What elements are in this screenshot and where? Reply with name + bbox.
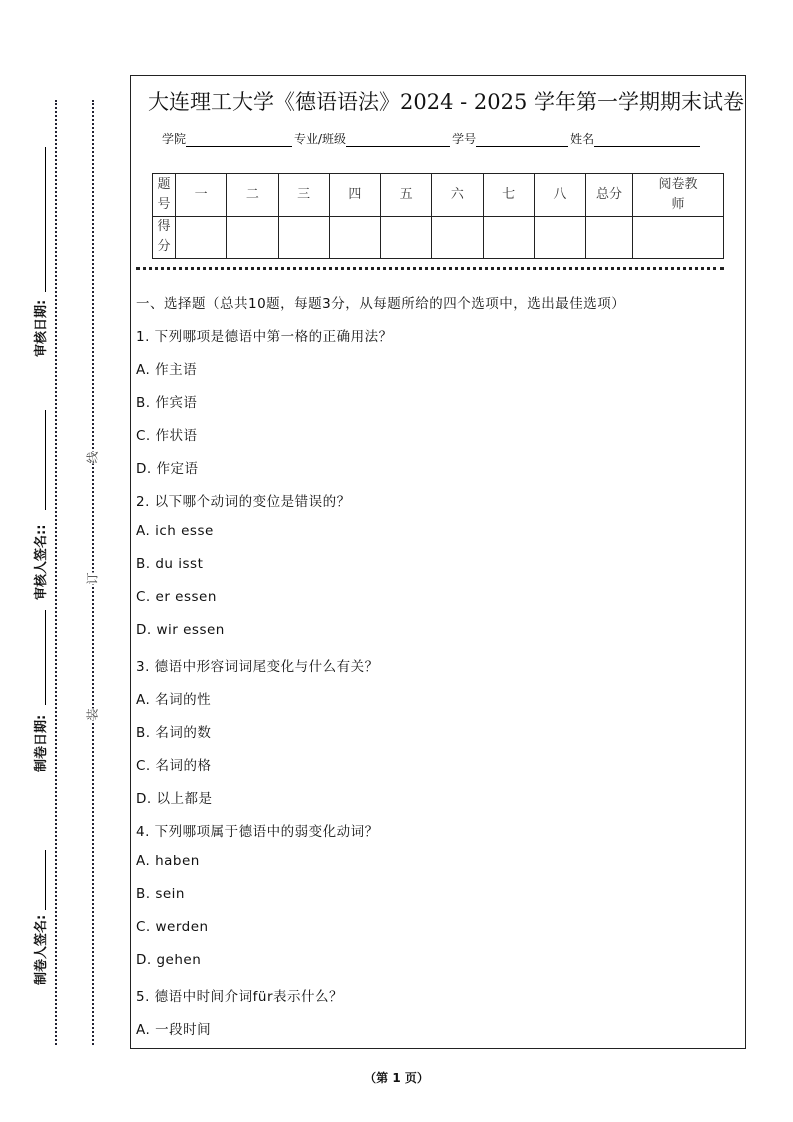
answer-option: D. 以上都是 (136, 791, 213, 807)
score-cell[interactable] (586, 216, 633, 259)
answer-option: B. sein (136, 886, 185, 902)
answer-option: B. du isst (136, 556, 204, 572)
binding-margin (30, 90, 50, 1050)
binding-mark-xian: 线 (85, 451, 100, 464)
answer-option: A. 一段时间 (136, 1022, 212, 1038)
col-header: 总分 (586, 174, 633, 217)
exam-title: 大连理工大学《德语语法》2024 - 2025 学年第一学期期末试卷 (148, 90, 745, 114)
question-stem: 3. 德语中形容词词尾变化与什么有关？ (136, 659, 379, 675)
score-cell[interactable] (432, 216, 483, 259)
answer-option: B. 作宾语 (136, 395, 198, 411)
score-cell[interactable] (176, 216, 227, 259)
answer-option: D. gehen (136, 952, 202, 968)
header-label-cell: 题号 (153, 174, 176, 217)
review-date-line (45, 147, 46, 292)
answer-option: C. 作状语 (136, 428, 198, 444)
answer-option: B. 名词的数 (136, 725, 212, 741)
score-cell[interactable] (329, 216, 380, 259)
answer-option: A. haben (136, 853, 200, 869)
col-header: 八 (534, 174, 585, 217)
reviewer-signature-label: 审核人签名:: (34, 524, 49, 600)
col-header: 阅卷教师 (633, 174, 724, 217)
section-heading: 一、选择题（总共10题，每题3分，从每题所给的四个选项中，选出最佳选项） (136, 296, 626, 312)
col-header: 二 (227, 174, 278, 217)
answer-option: C. 名词的格 (136, 758, 212, 774)
col-header: 三 (278, 174, 329, 217)
name-field[interactable] (594, 132, 700, 147)
col-header: 四 (329, 174, 380, 217)
maker-signature-label: 制卷人签名: (34, 914, 49, 985)
score-cell[interactable] (633, 216, 724, 259)
maker-signature-line (45, 850, 46, 910)
college-field[interactable] (186, 132, 292, 147)
question-stem: 4. 下列哪项属于德语中的弱变化动词？ (136, 824, 379, 840)
dotted-separator (136, 267, 724, 270)
student-id-field[interactable] (476, 132, 568, 147)
col-header: 一 (176, 174, 227, 217)
name-label: 姓名 (570, 132, 595, 146)
score-label-cell: 得分 (153, 216, 176, 259)
answer-option: C. er essen (136, 589, 217, 605)
student-info (162, 130, 702, 147)
score-cell[interactable] (381, 216, 432, 259)
score-cell[interactable] (227, 216, 278, 259)
score-table-score-row (153, 216, 724, 259)
score-cell[interactable] (483, 216, 534, 259)
question-stem: 1. 下列哪项是德语中第一格的正确用法？ (136, 329, 393, 345)
answer-option: D. wir essen (136, 622, 225, 638)
score-cell[interactable] (278, 216, 329, 259)
score-cell[interactable] (534, 216, 585, 259)
answer-option: A. ich esse (136, 523, 214, 539)
make-date-line (45, 610, 46, 705)
make-date-label: 制卷日期: (34, 714, 49, 772)
page-footer: （第 1 页） (364, 1071, 429, 1085)
student-id-label: 学号 (452, 132, 477, 146)
col-header: 五 (381, 174, 432, 217)
binding-mark-ding: 订 (85, 572, 100, 585)
binding-mark-zhuang: 装 (85, 708, 100, 721)
score-table-header-row (153, 174, 724, 217)
major-class-field[interactable] (346, 132, 450, 147)
college-label: 学院 (162, 132, 187, 146)
question-stem: 5. 德语中时间介词für表示什么？ (136, 989, 344, 1005)
review-date-label: 审核日期: (34, 299, 49, 357)
score-table (152, 173, 724, 259)
major-class-label: 专业/班级 (294, 132, 347, 146)
col-header: 七 (483, 174, 534, 217)
answer-option: C. werden (136, 919, 209, 935)
answer-option: A. 名词的性 (136, 692, 212, 708)
reviewer-signature-line (45, 410, 46, 510)
question-stem: 2. 以下哪个动词的变位是错误的？ (136, 494, 351, 510)
answer-option: A. 作主语 (136, 362, 198, 378)
binding-dotted-line-outer (55, 100, 57, 1045)
col-header: 六 (432, 174, 483, 217)
answer-option: D. 作定语 (136, 461, 199, 477)
